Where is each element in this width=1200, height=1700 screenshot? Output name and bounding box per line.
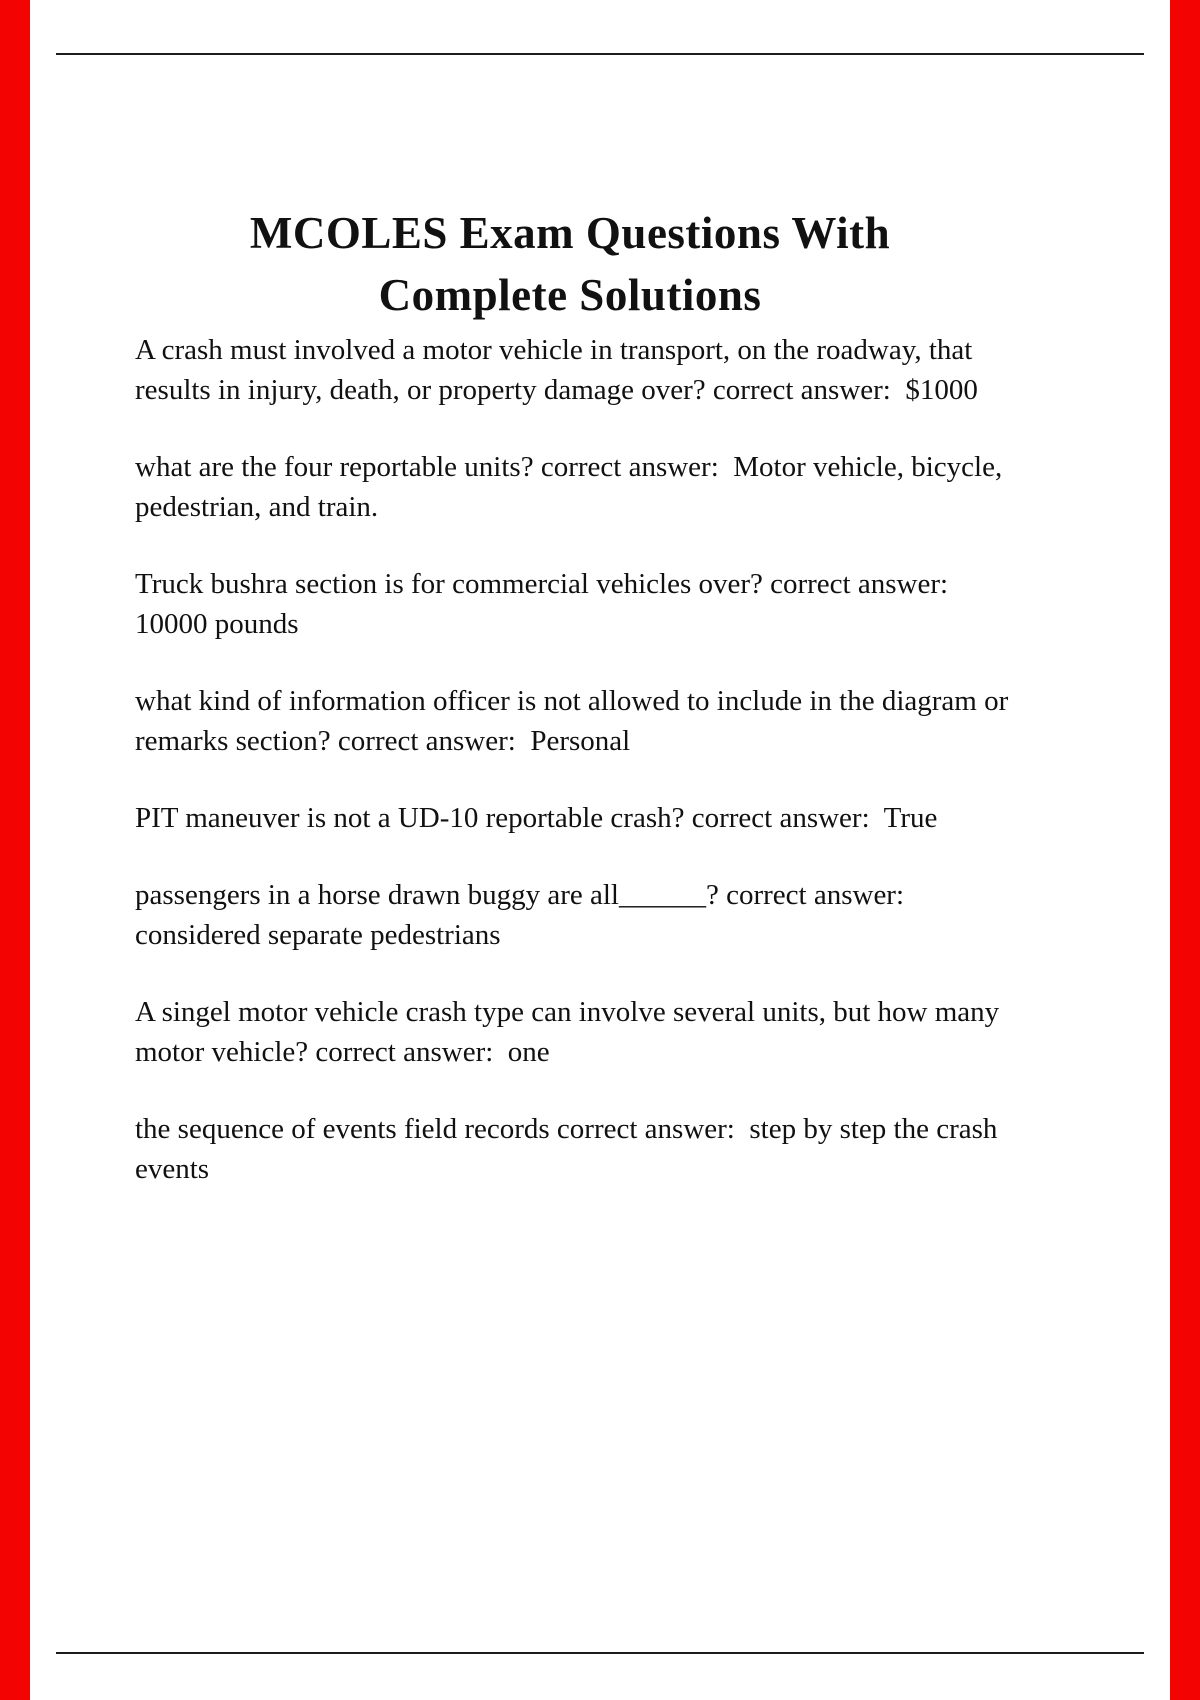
qa-paragraph: PIT maneuver is not a UD-10 reportable crash? correct answer: True	[135, 802, 938, 834]
qa-paragraph: what are the four reportable units? correct answer: Motor vehicle, bicycle, pedestrian, and train.	[135, 451, 1010, 523]
top-horizontal-rule	[56, 53, 1144, 55]
qa-paragraph: what kind of information officer is not allowed to include in the diagram or remarks section? correct answer: Personal	[135, 685, 1016, 757]
qa-paragraph: A crash must involved a motor vehicle in transport, on the roadway, that results in injury, death, or property damage over? correct answer: $1000	[135, 334, 980, 406]
page-title	[75, 202, 1065, 326]
page-title-line2: Complete Solutions	[378, 270, 762, 321]
page-title-line1: MCOLES Exam Questions With	[249, 208, 891, 259]
bottom-horizontal-rule	[56, 1652, 1144, 1654]
qa-paragraph: passengers in a horse drawn buggy are all______? correct answer: considered separate pedestrians	[135, 879, 919, 951]
qa-paragraph: A singel motor vehicle crash type can involve several units, but how many motor vehicle? correct answer: one	[135, 996, 1007, 1068]
qa-paragraph: the sequence of events field records correct answer: step by step the crash events	[135, 1113, 1005, 1185]
right-red-border	[1170, 0, 1200, 1700]
left-red-border	[0, 0, 30, 1700]
qa-paragraph: Truck bushra section is for commercial vehicles over? correct answer: 10000 pounds	[135, 568, 963, 640]
question-answer-list	[135, 330, 1025, 1226]
